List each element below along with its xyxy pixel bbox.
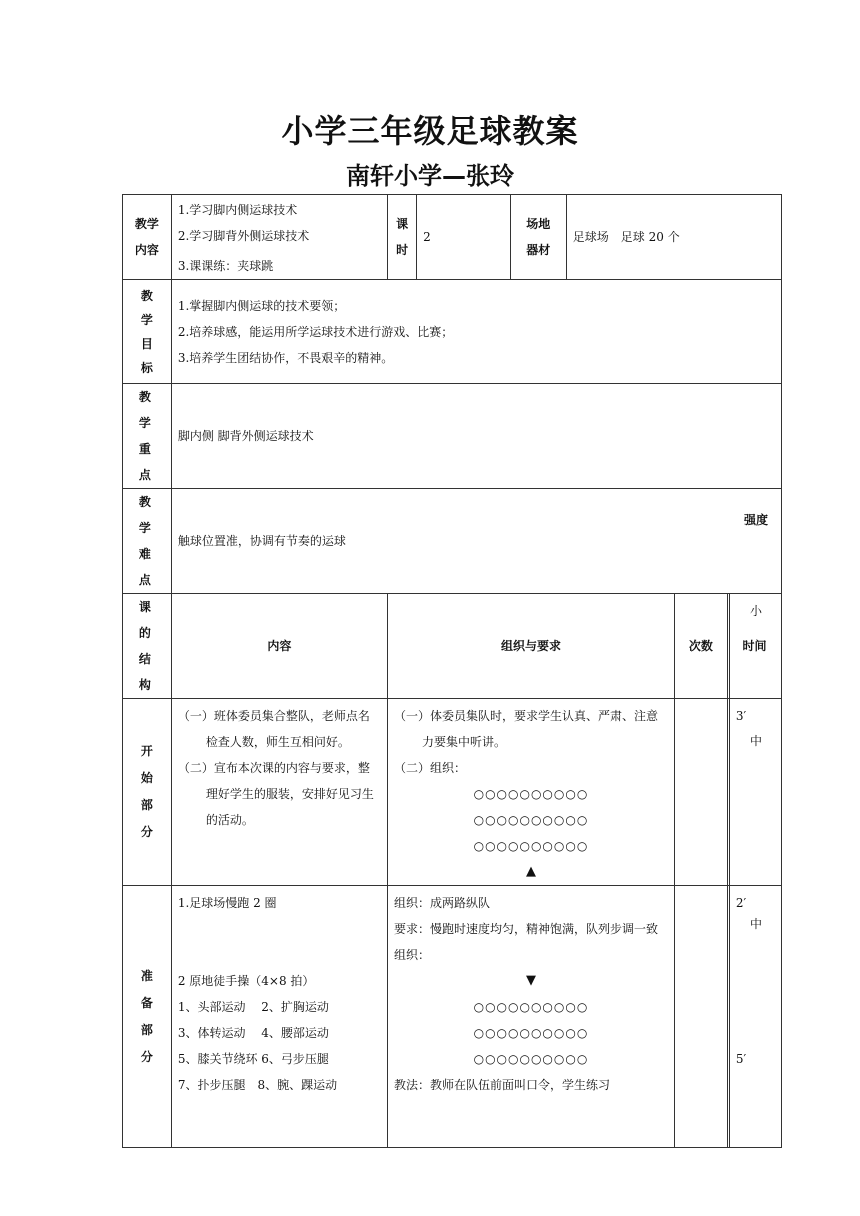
- prep-label: 准备部分: [140, 968, 153, 1064]
- venue-label-cell: [510, 195, 566, 280]
- prep-time-1: 2′: [735, 896, 747, 910]
- prep-part-row: [123, 886, 782, 1148]
- prep-item-jog: 1.足球场慢跑 2 圈: [177, 896, 277, 910]
- goals-cell: [171, 280, 781, 384]
- difficulties-label-cell: [123, 489, 172, 594]
- key-points-label: 教学重点: [138, 390, 155, 482]
- structure-label-cell: [123, 594, 172, 699]
- start-content-item: （二）宣布本次课的内容与要求，整理好学生的服装，安排好见习生的活动。: [177, 761, 374, 827]
- prep-org-title: 组织：成两路纵队: [394, 896, 491, 910]
- document-subtitle: 南轩小学—张玲: [346, 162, 514, 190]
- header-organization: 组织与要求: [388, 594, 675, 699]
- info-row: [123, 195, 782, 280]
- structure-header-row: [123, 594, 782, 699]
- hours-value: 2: [417, 195, 511, 280]
- header-content: 内容: [171, 594, 387, 699]
- goal-item: 2.培养球感，能运用所学运球技术进行游戏、比赛；: [177, 324, 454, 339]
- difficulties-label: 教学难点: [138, 495, 155, 587]
- hours-label-cell: [388, 195, 417, 280]
- start-label: 开始部分: [140, 744, 153, 839]
- formation-row: ○○○○○○○○○○: [473, 839, 589, 853]
- prep-exercise-line: 3、体转运动 4、腰部运动: [177, 1026, 329, 1040]
- start-organization-cell: [388, 699, 675, 886]
- prep-exercise-line: 5、膝关节绕环 6、弓步压腿: [177, 1052, 329, 1066]
- prep-requirement: 要求：慢跑时速度均匀，精神饱满，队列步调一致: [394, 922, 659, 936]
- header-time: 时间: [727, 594, 781, 699]
- key-points-value: 脚内侧 脚背外侧运球技术: [171, 384, 781, 489]
- start-part-row: [123, 699, 782, 886]
- start-content-cell: [171, 699, 387, 886]
- prep-item-exercise-title: 2 原地徒手操（4×8 拍）: [177, 974, 315, 988]
- column-divider: [729, 594, 730, 1149]
- structure-label: 课的结构: [138, 600, 155, 692]
- prep-intensity-2: 中: [749, 917, 762, 931]
- key-points-label-cell: [123, 384, 172, 489]
- formation-row: ○○○○○○○○○○: [473, 787, 589, 801]
- hours-label: 课时: [396, 217, 409, 257]
- prep-org-label: 组织：: [394, 948, 431, 962]
- prep-method: 教法：教师在队伍前面叫口令，学生练习: [394, 1078, 611, 1092]
- start-label-cell: [123, 699, 172, 886]
- content-items-cell: [171, 195, 387, 280]
- prep-label-cell: [123, 886, 172, 1148]
- content-item: 1.学习脚内侧运球技术: [177, 203, 298, 217]
- difficulties-value: 触球位置准，协调有节奏的运球: [171, 489, 781, 594]
- header-intensity-label: 强度: [743, 513, 768, 527]
- start-content-item: （一）班体委员集合整队，老师点名检查人数，师生互相问好。: [177, 709, 370, 749]
- prep-count-cell: [674, 886, 727, 1148]
- prep-content-cell: [171, 886, 387, 1148]
- goals-row: [123, 280, 782, 384]
- goal-item: 3.培养学生团结协作，不畏艰辛的精神。: [177, 350, 394, 365]
- venue-label: 场地器材: [526, 217, 551, 257]
- venue-value: 足球场 足球 20 个: [566, 195, 781, 280]
- start-time: 3′: [727, 699, 781, 886]
- document-title: 小学三年级足球教案: [281, 112, 579, 150]
- content-label: 教学内容: [134, 217, 159, 257]
- formation-row: ○○○○○○○○○○: [473, 1026, 589, 1040]
- formation-row: ○○○○○○○○○○: [473, 1000, 589, 1014]
- content-label-cell: [123, 195, 172, 280]
- prep-time-2: 5′: [735, 1052, 747, 1066]
- prep-exercise-line: 7、扑步压腿 8、腕、踝运动: [177, 1078, 338, 1092]
- goals-label: 教学目标: [140, 288, 153, 375]
- teacher-marker-icon: ▲: [525, 864, 536, 879]
- formation-row: ○○○○○○○○○○: [473, 813, 589, 827]
- difficulties-row: [123, 489, 782, 594]
- start-count-cell: [674, 699, 727, 886]
- goal-item: 1.掌握脚内侧运球的技术要领；: [177, 298, 346, 313]
- start-org-label: （二）组织：: [394, 761, 467, 775]
- goals-label-cell: [123, 280, 172, 384]
- prep-time-cell: [727, 886, 781, 1148]
- teacher-marker-icon: ▼: [525, 973, 536, 988]
- prep-intensity-1: 中: [749, 734, 762, 748]
- key-points-row: [123, 384, 782, 489]
- lesson-plan-table: [122, 194, 782, 1148]
- start-intensity: 小: [749, 604, 762, 618]
- content-item: 2.学习脚背外侧运球技术: [177, 229, 310, 243]
- header-count: 次数: [674, 594, 727, 699]
- prep-exercise-line: 1、头部运动 2、扩胸运动: [177, 1000, 329, 1014]
- start-org-requirement: （一）体委员集队时，要求学生认真、严肃、注意力要集中听讲。: [394, 709, 659, 749]
- formation-row: ○○○○○○○○○○: [473, 1052, 589, 1066]
- content-item: 3.课课练：夹球跳: [177, 259, 274, 273]
- prep-organization-cell: [388, 886, 675, 1148]
